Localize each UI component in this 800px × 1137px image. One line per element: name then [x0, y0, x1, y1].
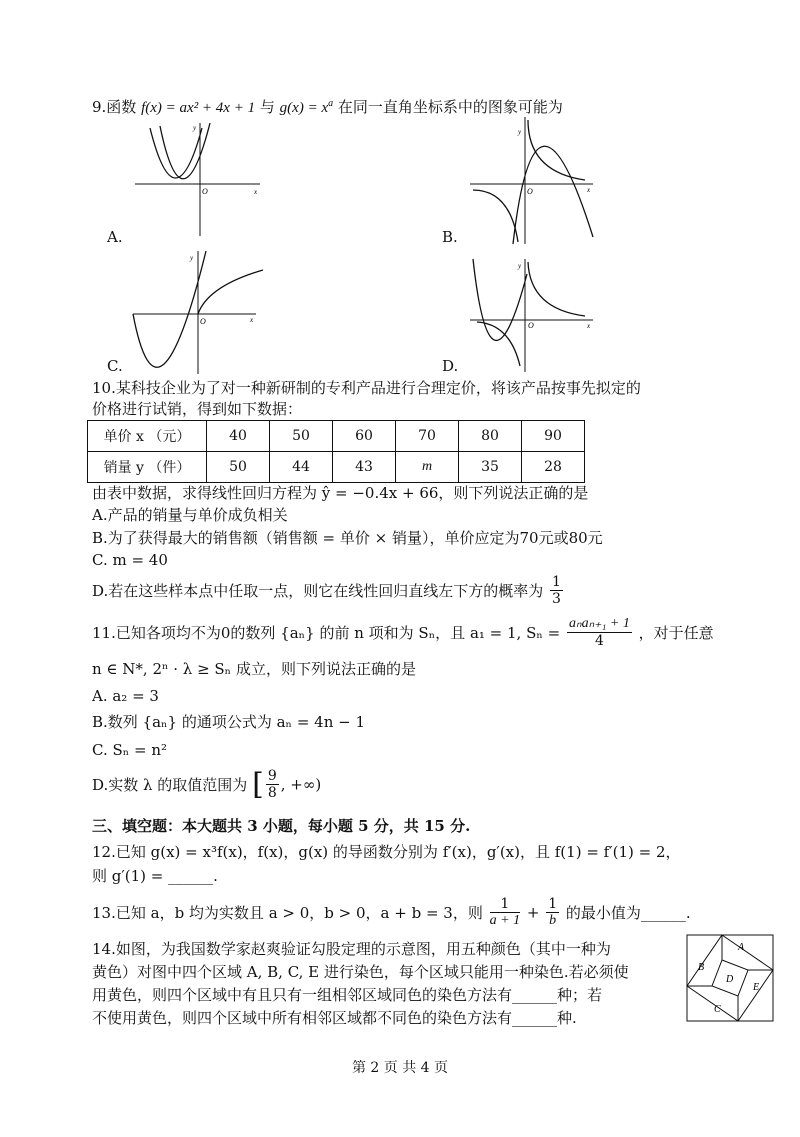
- graph-d: [465, 254, 600, 376]
- q10-option-d: D.若在这些样本点中任取一点，则它在线性回归直线左下方的概率为 $\frac{1}{3}$: [92, 574, 561, 607]
- fraction: $\frac{1}{a + 1}$: [489, 896, 521, 928]
- table-cell: 90: [522, 421, 585, 452]
- table-cell: m: [396, 452, 459, 483]
- q11-stem-line1: 11.已知各项均不为0的数列 {aₙ} 的前 n 项和为 Sₙ，且 a₁ = 1, Sₙ = $\frac{\text{aₙaₙ₊₁ + 1}}{4}$ ，对于任意: [92, 616, 714, 649]
- q10-option-c: C. m = 40: [92, 551, 168, 569]
- fraction: $\frac{1}{3}$: [552, 574, 561, 607]
- q14-line2: 黄色）对图中四个区域 A, B, C, E 进行染色，每个区域只能用一种染色.若必须使: [92, 963, 629, 981]
- svg-text:A: A: [738, 942, 745, 953]
- q14-line1: 14.如图，为我国数学家赵爽验证勾股定理的示意图，用五种颜色（其中一种为: [92, 940, 611, 958]
- q11-option-b: B.数列 {aₙ} 的通项公式为 aₙ = 4n − 1: [92, 713, 366, 731]
- graph-c: [128, 246, 268, 376]
- graph-b: [465, 112, 600, 247]
- table-row: [88, 421, 585, 452]
- q10-data-table: [87, 420, 585, 483]
- fraction: $\frac{9}{8}$: [267, 768, 277, 801]
- svg-text:y: y: [518, 262, 522, 270]
- table-row-label: 单价 x （元）: [88, 421, 207, 452]
- q11-option-c: C. Sₙ = n²: [92, 741, 168, 759]
- svg-text:x: x: [587, 186, 591, 194]
- svg-text:x: x: [254, 188, 258, 196]
- fraction: $\frac{\text{aₙaₙ₊₁ + 1}}{4}$: [568, 616, 630, 649]
- svg-text:C: C: [714, 1004, 721, 1015]
- table-cell: 28: [522, 452, 585, 483]
- svg-text:D: D: [726, 974, 734, 985]
- q10-option-b: B.为了获得最大的销售额（销售额 = 单价 × 销量），单价应定为70元或80元: [92, 529, 603, 547]
- table-cell: 50: [270, 421, 333, 452]
- q10-option-a: A.产品的销量与单价成负相关: [92, 506, 288, 524]
- q14-line4: 不使用黄色，则四个区域中所有相邻区域都不同色的染色方法有______种.: [92, 1009, 577, 1027]
- q12-line1: 12.已知 g(x) = x³f(x)，f(x)，g(x) 的导函数分别为 f′(x)，g′(x)，且 f(1) = f′(1) = 2，: [92, 843, 681, 861]
- q10-stem-line1: 10.某科技企业为了对一种新研制的专利产品进行合理定价，将该产品按事先拟定的: [92, 379, 641, 397]
- table-cell: 44: [270, 452, 333, 483]
- svg-text:O: O: [200, 317, 206, 326]
- q11-option-d: D.实数 λ 的取值范围为 [ $\frac{9}{8}$ , +∞): [92, 767, 322, 802]
- q9-option-a: A.: [107, 228, 123, 246]
- q9-option-d: D.: [442, 357, 459, 375]
- svg-text:y: y: [190, 254, 194, 262]
- q12-line2: 则 g′(1) = ______.: [92, 867, 218, 885]
- svg-text:B: B: [698, 962, 705, 973]
- q14-line3: 用黄色，则四个区域中有且只有一组相邻区域同色的染色方法有______种；若: [92, 986, 603, 1004]
- table-cell: 70: [396, 421, 459, 452]
- svg-text:x: x: [587, 322, 591, 330]
- q10-regression: 由表中数据，求得线性回归方程为 ŷ = −0.4x + 66，则下列说法正确的是: [92, 484, 589, 502]
- table-cell: 35: [459, 452, 522, 483]
- q11-option-a: A. a₂ = 3: [92, 687, 159, 705]
- section-title: 三、填空题：本大题共 3 小题，每小题 5 分，共 15 分.: [92, 817, 471, 835]
- page-footer: 第 2 页 共 4 页: [351, 1060, 449, 1076]
- svg-text:O: O: [202, 187, 208, 196]
- table-cell: 43: [333, 452, 396, 483]
- graph-a: [130, 118, 270, 238]
- q9-stem: 9.函数 f(x) = ax² + 4x + 1 与 $g(x) = x^a$ 在同一直角坐标系中的图象可能为: [92, 98, 563, 116]
- q9-option-c: C.: [107, 357, 123, 375]
- table-cell: 50: [207, 452, 270, 483]
- q9-option-b: B.: [442, 228, 458, 246]
- q10-stem-line2: 价格进行试销，得到如下数据：: [92, 400, 303, 418]
- table-cell: 40: [207, 421, 270, 452]
- svg-text:E: E: [753, 982, 760, 993]
- zhao-shuang-figure: [686, 934, 774, 1022]
- table-row-label: 销量 y （件）: [88, 452, 207, 483]
- q13-line: 13.已知 a，b 均为实数且 a > 0，b > 0，a + b = 3，则 $\frac{1}{a + 1}$ + $\frac{1}{b}$ 的最小值为______.: [92, 896, 691, 928]
- fraction: $\frac{1}{b}$: [548, 896, 558, 928]
- table-cell: 60: [333, 421, 396, 452]
- table-cell: 80: [459, 421, 522, 452]
- svg-text:y: y: [193, 124, 197, 132]
- svg-text:x: x: [250, 316, 254, 324]
- svg-text:O: O: [528, 321, 534, 330]
- table-row: [88, 452, 585, 483]
- q11-stem-line2: n ∈ N*, 2ⁿ · λ ≥ Sₙ 成立，则下列说法正确的是: [92, 660, 416, 678]
- svg-text:O: O: [527, 187, 533, 196]
- svg-text:y: y: [518, 128, 522, 136]
